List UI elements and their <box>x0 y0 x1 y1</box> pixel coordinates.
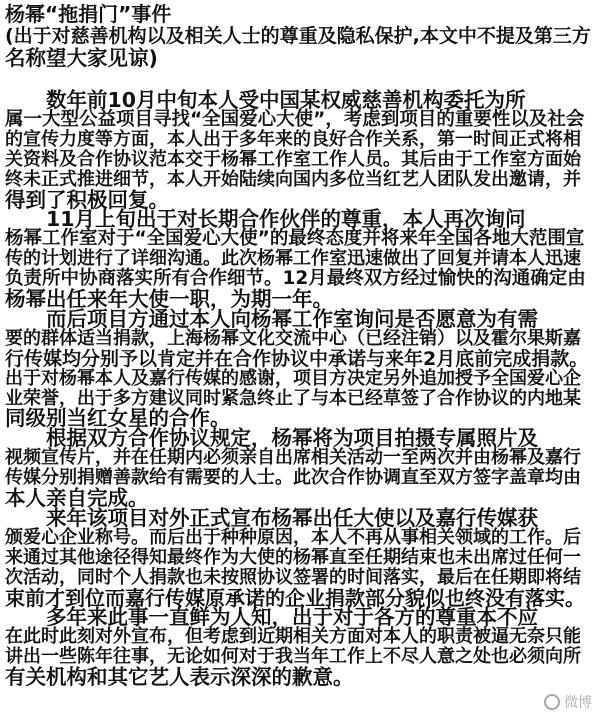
paragraph-line: 本人亲自完成。 <box>5 486 149 510</box>
paragraph-line: 有关机构和其它艺人表示深深的歉意。 <box>5 665 354 690</box>
paragraph-line: 来年该项目对外正式宣布杨幂出任大使以及嘉行传媒获 <box>5 505 538 530</box>
paragraph-line: 杨幂出任来年大使一职，为期一年。 <box>5 287 333 311</box>
paragraph-line: 要的群体适当捐款，上海杨幂文化交流中心（已经注销）以及霍尔果斯嘉 <box>5 327 581 349</box>
paragraph-line: 根据双方合作协议规定，杨幂将为项目拍摄专属照片及 <box>5 426 538 451</box>
paragraph-line: 传的计划进行了详细沟通。此次杨幂工作室迅速做出了回复并请本人迅速 <box>5 248 581 270</box>
paragraph-line: 多年来此事一直鲜为人知，出于对于各方的尊重本不应 <box>5 605 538 630</box>
paragraph-line: 束前才到位而嘉行传媒原承诺的企业捐款部分貌似也终没有落实。 <box>5 585 585 610</box>
paragraph-line: 视频宣传片，并在任期内必须亲自出席相关活动一至两次并由杨幂及嘉行 <box>5 447 581 469</box>
paragraph-line: 属一大型公益项目寻找“全国爱心大使”，考虑到项目的重要性以及社会 <box>5 108 585 130</box>
paragraph-line: 讲出一些陈年往事，无论如何对于我当年工作上不尽人意之处也必须向所 <box>5 646 581 668</box>
paragraph-line: 出于对杨幂本人及嘉行传媒的感谢，项目方决定另外追加授予全国爱心企 <box>5 367 581 389</box>
document-note-line: (出于对慈善机构以及相关人士的尊重及隐私保护,本文中不提及第三方 <box>5 25 591 47</box>
paragraph-line: 同级别当红女星的合作。 <box>5 406 231 431</box>
paragraph-line: 得到了积极回复。 <box>5 187 169 212</box>
paragraph-line: 关资料及合作协议范本交于杨幂工作室工作人员。其后由于工作室方面始 <box>5 148 581 170</box>
watermark <box>544 692 592 712</box>
document-title: 杨幂“拖捐门”事件 <box>5 2 172 26</box>
paragraph-line: 颁爱心企业称号。而后出于种种原因，本人不再从事相关领域的工作。后 <box>5 526 581 548</box>
paragraph-line: 行传媒均分别予以肯定并在合作协议中承诺与来年2月底前完成捐款。 <box>5 347 589 370</box>
paragraph-line: 负责所中协商落实所有合作细节。12月最终双方经过愉快的沟通确定由 <box>5 268 586 290</box>
watermark-text: 微博 <box>564 695 592 711</box>
paragraph-line: 次活动，同时个人捐款也未按照协议签署的时间落实，最后在任期即将结 <box>5 566 581 588</box>
paragraph-line: 11月上旬出于对长期合作伙伴的尊重，本人再次询问 <box>5 207 526 232</box>
weibo-logo-icon <box>544 694 560 710</box>
paragraph-line: 终未正式推进细节，本人开始陆续向国内多位当红艺人团队发出邀请，并 <box>5 168 581 190</box>
paragraph-line: 数年前10月中旬本人受中国某权威慈善机构委托为所 <box>5 88 526 112</box>
document-note-line: 名称望大家见谅) <box>5 46 158 70</box>
paragraph-line: 来通过其他途径得知最终作为大使的杨幂直至任期结束也未出席过任何一 <box>5 546 581 568</box>
paragraph-line: 在此时此刻对外宣布，但考虑到近期相关方面对本人的职责被逼无奈只能 <box>5 626 581 648</box>
paragraph-line: 而后项目方通过本人向杨幂工作室询问是否愿意为有需 <box>5 306 538 331</box>
paragraph-line: 的宣传力度等方面，本人出于多年来的良好合作关系，第一时间正式将相 <box>5 128 581 150</box>
paragraph-line: 业荣誉，出于多方建议同时紧急终止了与本已经草签了合作协议的内地某 <box>5 387 581 409</box>
paragraph-line: 杨幂工作室对于“全国爱心大使”的最终态度并将来年全国各地大范围宣 <box>5 228 585 250</box>
paragraph-line: 传媒分别捐赠善款给有需要的人士。此次合作协调直至双方签字盖章均由 <box>5 467 581 489</box>
